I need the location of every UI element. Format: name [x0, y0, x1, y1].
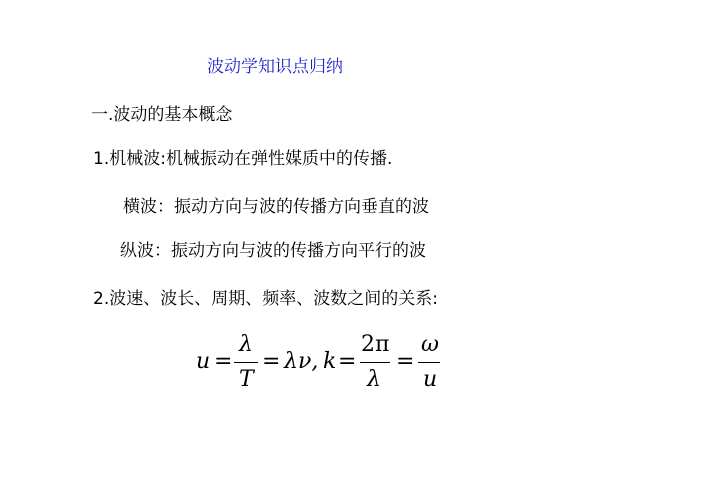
formula-fraction2-denominator: λ [367, 367, 381, 392]
formula-u: u [196, 349, 211, 374]
longitudinal-wave-definition: 纵波：振动方向与波的传播方向平行的波 [120, 241, 426, 261]
formula-equals-3: = [338, 349, 357, 374]
formula-fraction3-bar [418, 362, 440, 363]
formula-fraction2-numerator: 2π [361, 332, 390, 357]
mechanical-wave-definition: 1.机械波:机械振动在弹性媒质中的传播. [93, 149, 393, 169]
wave-relation-formula [196, 330, 446, 394]
formula-fraction3-numerator: ω [421, 332, 439, 357]
section-heading: 一.波动的基本概念 [91, 105, 233, 125]
formula-lambda-nu: λν, [284, 349, 319, 374]
formula-k: k [323, 349, 337, 374]
page-title: 波动学知识点归纳 [207, 57, 343, 77]
formula-equals-1: = [214, 349, 233, 374]
formula-equals-2: = [262, 349, 281, 374]
formula-fraction1-bar [234, 362, 258, 363]
formula-fraction2-bar [360, 362, 390, 363]
formula-fraction1-denominator: T [239, 367, 254, 392]
relations-heading: 2.波速、波长、周期、频率、波数之间的关系: [93, 289, 438, 309]
formula-fraction3-denominator: u [423, 367, 438, 392]
formula-fraction1-numerator: λ [239, 332, 253, 357]
formula-equals-4: = [396, 349, 415, 374]
transverse-wave-definition: 横波：振动方向与波的传播方向垂直的波 [123, 197, 429, 217]
